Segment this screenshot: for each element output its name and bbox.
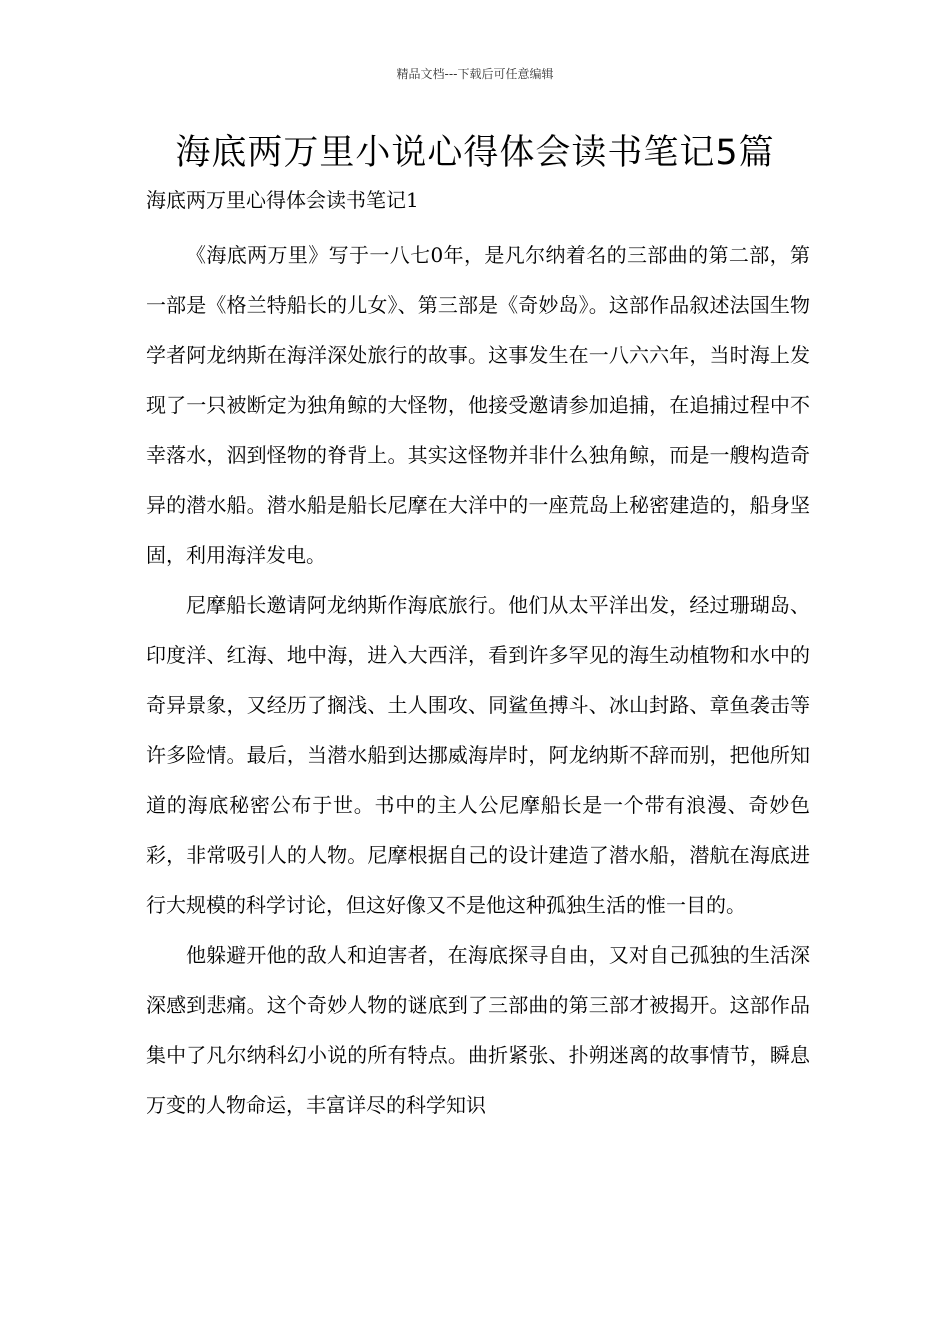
section-heading: 海底两万里心得体会读书笔记1 — [146, 188, 419, 212]
body-text — [146, 230, 810, 1130]
paragraph: 他躲避开他的敌人和迫害者，在海底探寻自由，又对自己孤独的生活深深感到悲痛。这个奇妙人物的谜底到了三部曲的第三部才被揭开。这部作品集中了凡尔纳科幻小说的所有特点。曲折紧张、扑朔迷离的故事情节，瞬息万变的人物命运，丰富详尽的科学知识 — [146, 943, 810, 1117]
paragraph: 尼摩船长邀请阿龙纳斯作海底旅行。他们从太平洋出发，经过珊瑚岛、印度洋、红海、地中海，进入大西洋，看到许多罕见的海生动植物和水中的奇异景象，又经历了搁浅、土人围攻、同鲨鱼搏斗、冰山封路、章鱼袭击等许多险情。最后，当潜水船到达挪威海岸时，阿龙纳斯不辞而别，把他所知道的海底秘密公布于世。书中的主人公尼摩船长是一个带有浪漫、奇妙色彩，非常吸引人的人物。尼摩根据自己的设计建造了潜水船，潜航在海底进行大规模的科学讨论，但这好像又不是他这种孤独生活的惟一目的。 — [146, 593, 810, 917]
document-title: 海底两万里小说心得体会读书笔记5篇 — [175, 133, 775, 173]
page-header: 精品文档---下载后可任意编辑 — [396, 67, 554, 81]
paragraph: 《海底两万里》写于一八七0年，是凡尔纳着名的三部曲的第二部，第一部是《格兰特船长的儿女》、第三部是《奇妙岛》。这部作品叙述法国生物学者阿龙纳斯在海洋深处旅行的故事。这事发生在一八六六年，当时海上发现了一只被断定为独角鲸的大怪物，他接受邀请参加追捕，在追捕过程中不幸落水，泅到怪物的脊背上。其实这怪物并非什么独角鲸，而是一艘构造奇异的潜水船。潜水船是船长尼摩在大洋中的一座荒岛上秘密建造的，船身坚固，利用海洋发电。 — [146, 243, 810, 567]
